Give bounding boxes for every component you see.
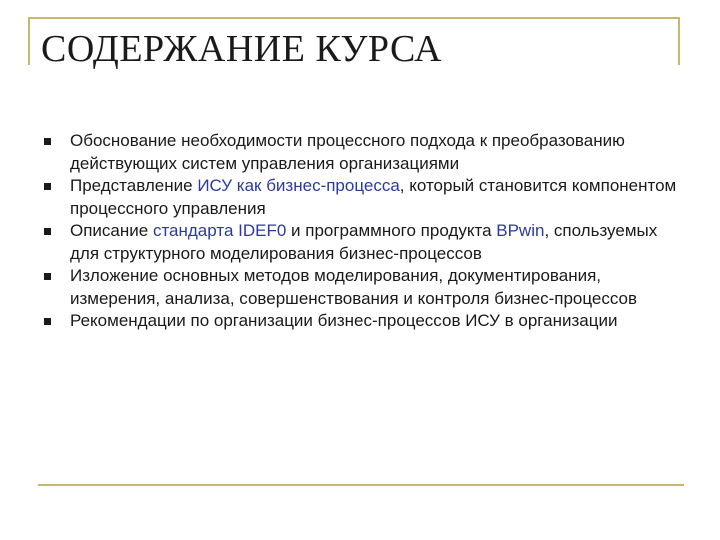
bullet-item-1 bbox=[40, 130, 690, 175]
frame-right-line bbox=[678, 17, 680, 65]
square-bullet-icon bbox=[44, 318, 51, 325]
bullet-text-segment: , спользуемых для структурного моделирования бизнес-процессов bbox=[70, 221, 658, 263]
bullet-item-2 bbox=[40, 175, 690, 220]
bullet-text-segment: , который становится компонентом процессного управления bbox=[70, 176, 677, 218]
bullet-item-4 bbox=[40, 265, 690, 310]
bullet-text bbox=[70, 221, 657, 263]
frame-top-line bbox=[28, 17, 680, 19]
highlighted-term: ИСУ как бизнес-процесса bbox=[197, 176, 400, 195]
square-bullet-icon bbox=[44, 273, 51, 280]
bullet-text bbox=[70, 266, 637, 308]
bullet-text bbox=[70, 176, 676, 218]
bullet-item-5 bbox=[40, 310, 690, 333]
bullet-text-segment: Описание bbox=[70, 221, 153, 240]
slide-title: СОДЕРЖАНИЕ КУРСА bbox=[41, 28, 442, 70]
frame-bottom-line bbox=[38, 484, 684, 486]
square-bullet-icon bbox=[44, 138, 51, 145]
bullet-list bbox=[40, 130, 690, 333]
bullet-text-segment: Представление bbox=[70, 176, 198, 195]
square-bullet-icon bbox=[44, 228, 51, 235]
bullet-text-segment: Изложение основных методов моделирования, документирования, измерения, анализа, совершенствования и контроля бизнес-процессов bbox=[70, 266, 638, 308]
frame-left-line bbox=[28, 17, 30, 65]
bullet-text-segment: Рекомендации по организации бизнес-процессов ИСУ в организации bbox=[70, 311, 618, 330]
bullet-item-3 bbox=[40, 220, 690, 265]
square-bullet-icon bbox=[44, 183, 51, 190]
highlighted-term: стандарта IDEF0 bbox=[152, 221, 287, 240]
bullet-text-segment: и программного продукта bbox=[286, 221, 497, 240]
bullet-text bbox=[70, 311, 617, 330]
bullet-text-segment: Обоснование необходимости процессного подхода к преобразованию действующих систем управления организациями bbox=[70, 131, 625, 173]
highlighted-term: BPwin bbox=[496, 221, 545, 240]
bullet-text bbox=[70, 131, 625, 173]
